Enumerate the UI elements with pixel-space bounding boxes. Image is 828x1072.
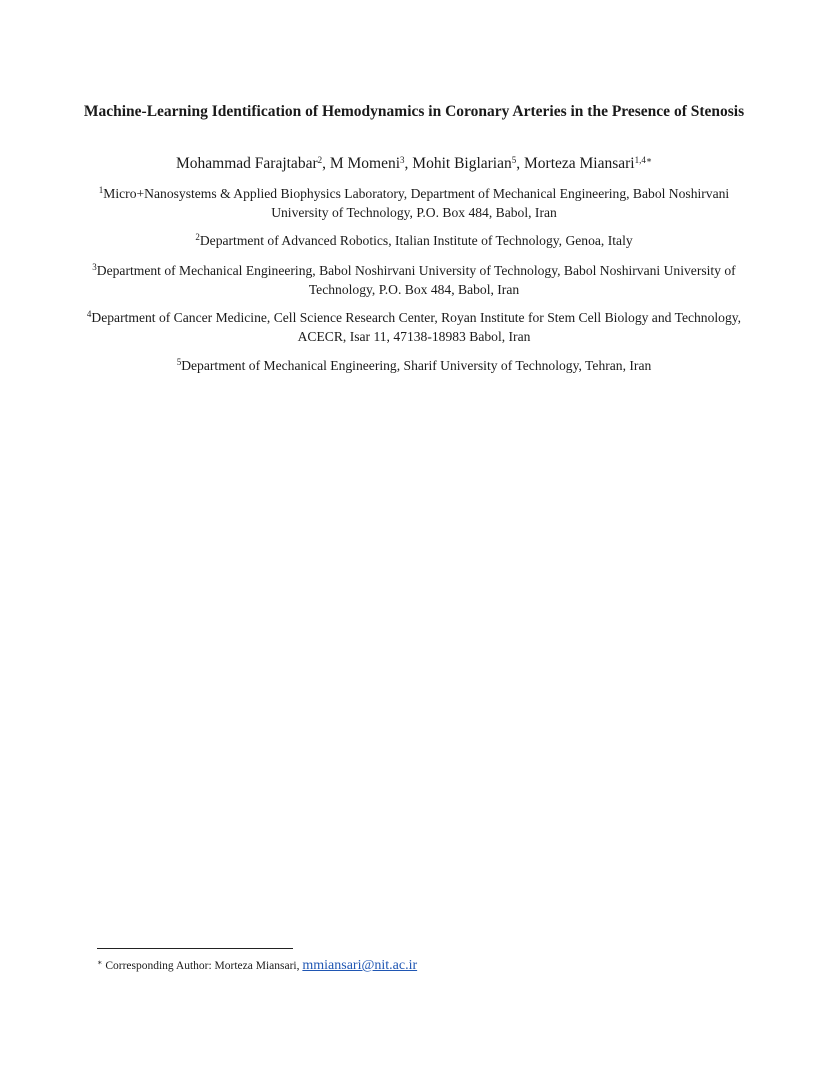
footnote-mark: ∗ <box>97 958 103 967</box>
author-name: Mohammad Farajtabar <box>176 155 318 172</box>
affiliation-text: Micro+Nanosystems & Applied Biophysics Laboratory, Department of Mechanical Engineering, Babol Noshirvani University of Technology, P.O. Box 484, Babol, Iran <box>103 186 730 220</box>
footnote <box>97 957 417 975</box>
affiliation-number: 2 <box>195 232 200 242</box>
affiliation <box>70 356 758 375</box>
author-affil-mark: 5 <box>511 155 517 165</box>
affiliation <box>70 261 758 299</box>
affiliation-number: 1 <box>98 185 104 195</box>
affiliation <box>70 308 758 346</box>
footnote-label: Corresponding Author: Morteza Miansari, <box>105 960 300 972</box>
paper-title: Machine-Learning Identification of Hemodynamics in Coronary Arteries in the Presence of Stenosis <box>83 103 745 120</box>
affiliation-number: 5 <box>176 357 182 367</box>
author-affil-mark: 2 <box>317 155 323 165</box>
author-affil-mark: 1,4∗ <box>634 155 652 165</box>
author-name: Mohit Biglarian <box>412 155 512 172</box>
author-separator: , <box>322 155 330 172</box>
affiliation-text: Department of Advanced Robotics, Italian Institute of Technology, Genoa, Italy <box>199 233 633 248</box>
author-separator: , <box>404 155 413 172</box>
affiliation-number: 3 <box>92 262 97 272</box>
author-name: Morteza Miansari <box>524 155 635 172</box>
affiliation-text: Department of Cancer Medicine, Cell Science Research Center, Royan Institute for Stem Cell Biology and Technology, ACECR, Isar 11, 47138-18983 Babol, Iran <box>91 310 742 344</box>
author-list <box>60 154 768 174</box>
affiliation <box>70 184 758 222</box>
corresponding-email-link[interactable]: mmiansari@nit.ac.ir <box>302 958 418 973</box>
author-affil-mark: 3 <box>400 155 405 165</box>
affiliation-text: Department of Mechanical Engineering, Babol Noshirvani University of Technology, Babol Noshirvani University of Technology, P.O. Box 484, Babol, Iran <box>96 263 736 297</box>
affiliation-number: 4 <box>86 309 92 319</box>
author-separator: , <box>516 155 524 172</box>
affiliation <box>70 231 758 250</box>
footnote-divider <box>97 948 293 949</box>
affiliation-text: Department of Mechanical Engineering, Sharif University of Technology, Tehran, Iran <box>181 358 652 373</box>
author-name: M Momeni <box>329 155 401 172</box>
